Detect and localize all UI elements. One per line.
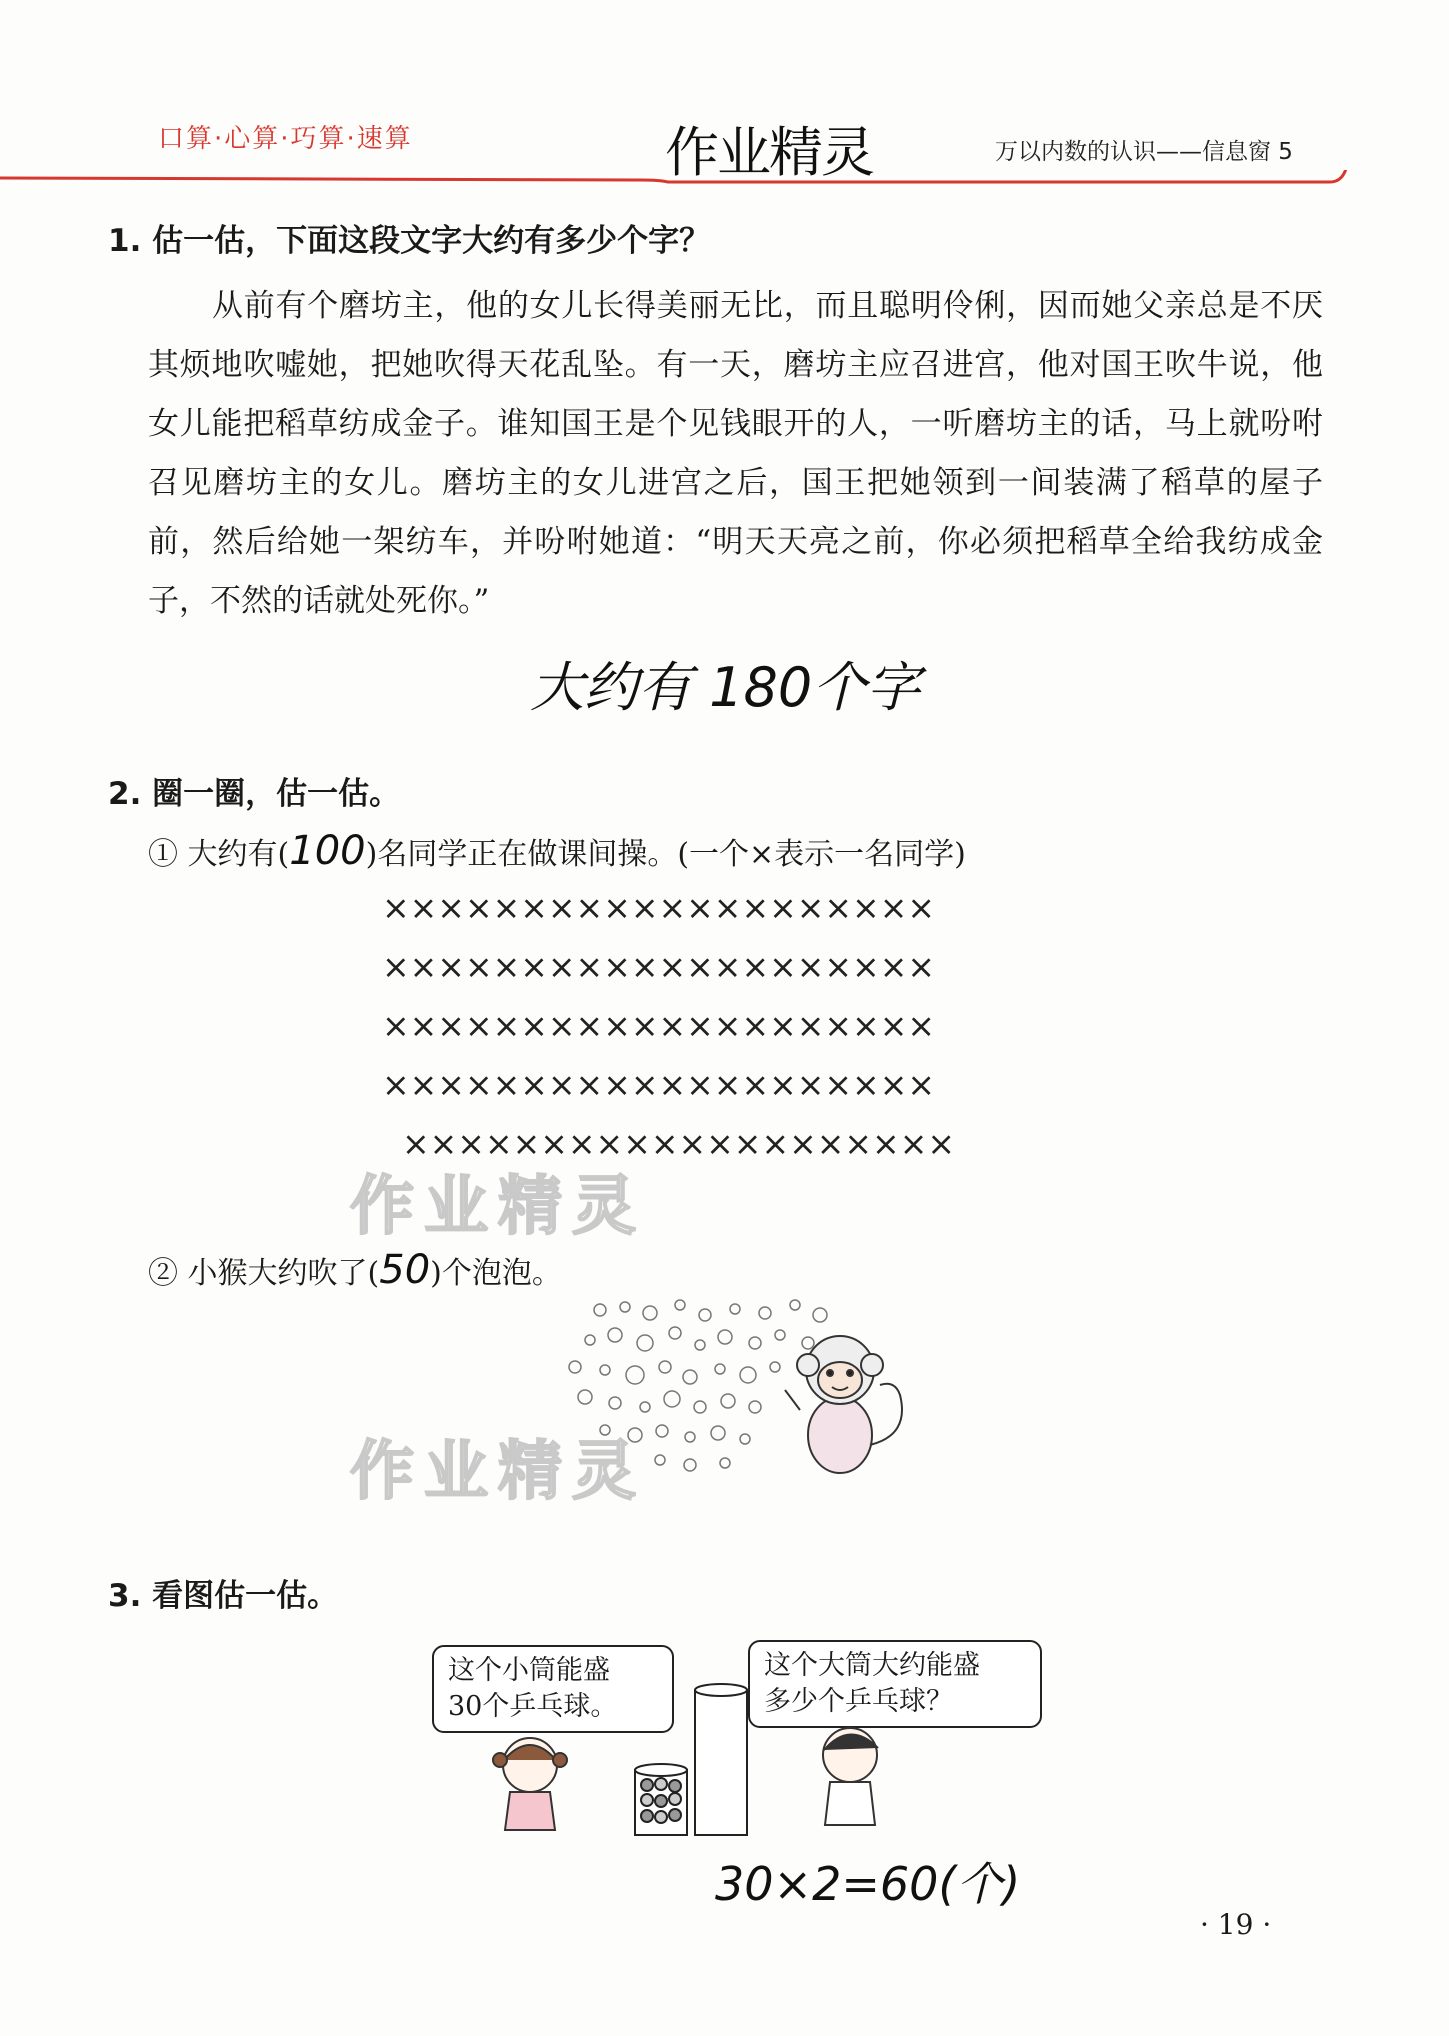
watermark: 作业精灵 [350, 1435, 646, 1509]
girl-icon [493, 1738, 567, 1830]
q2-part1-prefix: 大约有( [187, 837, 290, 872]
x-row: ×××××××××××××××××××× [382, 1006, 936, 1045]
question-1-passage [148, 277, 1323, 631]
big-tube-icon [695, 1684, 747, 1835]
q2-part2-answer: 50 [379, 1247, 431, 1293]
q2-part1-line [148, 828, 966, 874]
x-row: ×××××××××××××××××××× [382, 947, 936, 986]
question-3-answer: 30×2=60(个) [715, 1857, 1021, 1911]
question-1-answer: 大约有 180个字 [530, 656, 921, 719]
bubble-right-line: 多少个乒乓球？ [764, 1686, 953, 1717]
boy-icon [823, 1728, 878, 1825]
bubble-left-line: 这个小筒能盛 [448, 1655, 610, 1686]
q2-part1-num: ① [148, 837, 178, 872]
bubble-left-line: 30个乒乓球。 [448, 1691, 618, 1722]
question-2-title: 2. 圈一圈，估一估。 [108, 776, 401, 812]
page-number: · 19 · [1200, 1908, 1272, 1941]
bubble-right-line: 这个大筒大约能盛 [764, 1650, 980, 1681]
watermark: 作业精灵 [350, 1170, 646, 1244]
tubes-children-illustration [480, 1680, 900, 1850]
header-brand: 作业精灵 [665, 121, 873, 184]
x-row: ×××××××××××××××××××× [382, 1065, 936, 1104]
monkey-icon [785, 1336, 902, 1473]
question-1-title: 1. 估一估，下面这段文字大约有多少个字？ [108, 223, 711, 259]
header-topic: 万以内数的认识——信息窗 5 [995, 139, 1293, 165]
q2-part2-num: ② [148, 1256, 178, 1291]
q2-part2-prefix: 小猴大约吹了( [187, 1256, 380, 1291]
small-tube-icon [635, 1764, 687, 1835]
passage-text: 从前有个磨坊主，他的女儿长得美丽无比，而且聪明伶俐，因而她父亲总是不厌其烦地吹嘘她，把她吹得天花乱坠。有一天，磨坊主应召进宫，他对国王吹牛说，他女儿能把稻草纺成金子。谁知国王是个见钱眼开的人，一听磨坊主的话，马上就吩咐召见磨坊主的女儿。磨坊主的女儿进宫之后，国王把她领到一间装满了稻草的屋子前，然后给她一架纺车，并吩咐她道：“明天天亮之前，你必须把稻草全给我纺成金子，不然的话就处死你。” [148, 288, 1323, 619]
q2-part1-answer: 100 [289, 828, 366, 874]
q2-part2-line [148, 1247, 562, 1293]
x-row: ×××××××××××××××××××× [382, 888, 936, 927]
header-slogan: 口算·心算·巧算·速算 [158, 124, 413, 154]
question-3-title: 3. 看图估一估。 [108, 1578, 339, 1614]
x-row: ×××××××××××××××××××× [402, 1124, 956, 1163]
q2-part1-suffix: )名同学正在做课间操。(一个×表示一名同学) [365, 837, 966, 872]
q2-part2-suffix: )个泡泡。 [430, 1256, 562, 1291]
